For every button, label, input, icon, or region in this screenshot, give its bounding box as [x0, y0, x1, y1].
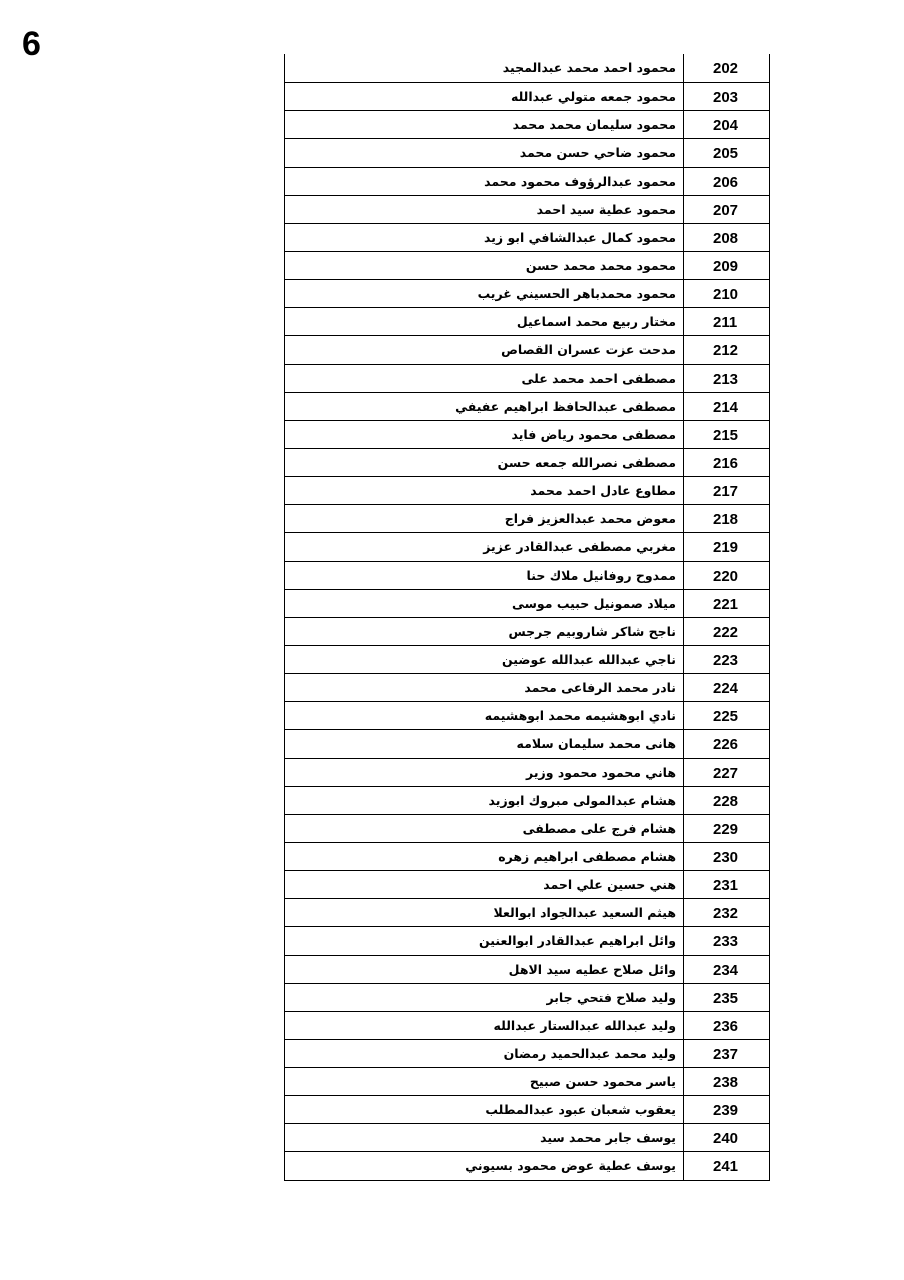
table-row	[285, 561, 769, 589]
table-row	[285, 1095, 769, 1123]
table-row	[285, 786, 769, 814]
names-table	[284, 54, 770, 1181]
number-cell: 208	[713, 229, 739, 247]
name-cell: محمود جمعه متولي عبدالله	[285, 83, 684, 110]
number-cell: 215	[713, 426, 739, 444]
name-cell: محمود سليمان محمد محمد	[285, 111, 684, 138]
number-cell: 204	[713, 117, 739, 135]
name-cell: محمود كمال عبدالشافي ابو زيد	[285, 224, 684, 251]
number-cell: 227	[713, 764, 739, 782]
number-cell: 211	[713, 314, 738, 332]
table-row	[285, 532, 769, 560]
name-cell: مصطفى احمد محمد على	[285, 365, 684, 392]
number-cell: 241	[713, 1158, 739, 1176]
name-cell: هشام فرج على مصطفى	[285, 815, 684, 842]
number-cell: 223	[713, 651, 739, 669]
number-cell: 232	[713, 905, 739, 923]
table-row	[285, 645, 769, 673]
number-cell: 216	[713, 454, 739, 472]
number-cell: 234	[713, 961, 739, 979]
table-row	[285, 307, 769, 335]
name-cell: هشام عبدالمولى مبروك ابوزيد	[285, 787, 684, 814]
name-cell: وائل صلاح عطيه سيد الاهل	[285, 956, 684, 983]
table-row	[285, 335, 769, 363]
name-cell: هاني محمود محمود وزير	[285, 759, 684, 786]
table-row	[285, 138, 769, 166]
number-cell: 229	[713, 820, 739, 838]
name-cell: هيثم السعيد عبدالجواد ابوالعلا	[285, 899, 684, 926]
number-cell: 230	[713, 848, 739, 866]
table-row	[285, 814, 769, 842]
table-row	[285, 729, 769, 757]
table-row	[285, 448, 769, 476]
name-cell: يوسف جابر محمد سيد	[285, 1124, 684, 1151]
number-cell: 212	[713, 342, 739, 360]
name-cell: مختار ربيع محمد اسماعيل	[285, 308, 684, 335]
number-cell: 209	[713, 257, 739, 275]
number-cell: 218	[713, 511, 739, 529]
table-row	[285, 673, 769, 701]
number-cell: 214	[713, 398, 739, 416]
name-cell: هشام مصطفى ابراهيم زهره	[285, 843, 684, 870]
number-cell: 205	[713, 145, 739, 163]
table-row	[285, 82, 769, 110]
number-cell: 217	[713, 483, 739, 501]
name-cell: مدحت عزت عسران القصاص	[285, 336, 684, 363]
table-row	[285, 589, 769, 617]
table-row	[285, 167, 769, 195]
number-cell: 206	[713, 173, 739, 191]
number-cell: 222	[713, 623, 739, 641]
table-row	[285, 392, 769, 420]
table-row	[285, 476, 769, 504]
number-cell: 238	[713, 1074, 739, 1092]
table-row	[285, 870, 769, 898]
number-cell: 219	[713, 539, 739, 557]
table-row	[285, 279, 769, 307]
number-cell: 224	[713, 680, 739, 698]
number-cell: 239	[713, 1102, 739, 1120]
table-row	[285, 1151, 769, 1179]
name-cell: يوسف عطية عوض محمود بسيوني	[285, 1152, 684, 1179]
name-cell: محمود عطية سيد احمد	[285, 196, 684, 223]
name-cell: مطاوع عادل احمد محمد	[285, 477, 684, 504]
number-cell: 210	[713, 286, 739, 304]
name-cell: محمود عبدالرؤوف محمود محمد	[285, 168, 684, 195]
page-number: 6	[22, 25, 41, 63]
number-cell: 231	[713, 877, 739, 895]
name-cell: يعقوب شعبان عبود عبدالمطلب	[285, 1096, 684, 1123]
name-cell: وليد صلاح فتحي جابر	[285, 984, 684, 1011]
table-row	[285, 701, 769, 729]
number-cell: 203	[713, 89, 739, 107]
table-row	[285, 195, 769, 223]
table-row	[285, 842, 769, 870]
name-cell: مصطفى نصرالله جمعه حسن	[285, 449, 684, 476]
table-row	[285, 617, 769, 645]
name-cell: مصطفى محمود رياض فايد	[285, 421, 684, 448]
table-row	[285, 420, 769, 448]
name-cell: وليد محمد عبدالحميد رمضان	[285, 1040, 684, 1067]
name-cell: ناجي عبدالله عبدالله عوضين	[285, 646, 684, 673]
name-cell: هني حسين علي احمد	[285, 871, 684, 898]
name-cell: مغربي مصطفى عبدالقادر عزيز	[285, 533, 684, 560]
name-cell: هانى محمد سليمان سلامه	[285, 730, 684, 757]
name-cell: ميلاد صمونيل حبيب موسى	[285, 590, 684, 617]
number-cell: 221	[713, 595, 739, 613]
name-cell: محمود احمد محمد عبدالمجيد	[285, 54, 684, 82]
name-cell: محمود محمد محمد حسن	[285, 252, 684, 279]
name-cell: نادر محمد الرفاعى محمد	[285, 674, 684, 701]
table-row	[285, 1039, 769, 1067]
table-row	[285, 504, 769, 532]
table-row	[285, 926, 769, 954]
name-cell: وائل ابراهيم عبدالقادر ابوالعنين	[285, 927, 684, 954]
table-row	[285, 758, 769, 786]
number-cell: 236	[713, 1017, 739, 1035]
table-row	[285, 364, 769, 392]
number-cell: 228	[713, 792, 739, 810]
number-cell: 226	[713, 736, 739, 754]
table-row	[285, 54, 769, 82]
table-row	[285, 983, 769, 1011]
table-row	[285, 955, 769, 983]
table-row	[285, 1011, 769, 1039]
name-cell: ياسر محمود حسن صبيح	[285, 1068, 684, 1095]
name-cell: محمود محمدباهر الحسيني غريب	[285, 280, 684, 307]
name-cell: مصطفى عبدالحافظ ابراهيم عفيفي	[285, 393, 684, 420]
number-cell: 237	[713, 1045, 739, 1063]
number-cell: 213	[713, 370, 739, 388]
table-row	[285, 223, 769, 251]
name-cell: نادي ابوهشيمه محمد ابوهشيمه	[285, 702, 684, 729]
number-cell: 207	[713, 201, 739, 219]
number-cell: 220	[713, 567, 739, 585]
number-cell: 225	[713, 708, 739, 726]
number-cell: 233	[713, 933, 739, 951]
name-cell: محمود ضاحي حسن محمد	[285, 139, 684, 166]
table-row	[285, 110, 769, 138]
table-row	[285, 1067, 769, 1095]
number-cell: 240	[713, 1130, 739, 1148]
table-row	[285, 898, 769, 926]
name-cell: ناجح شاكر شاروبيم جرجس	[285, 618, 684, 645]
name-cell: ممدوح روفانيل ملاك حنا	[285, 562, 684, 589]
name-cell: معوض محمد عبدالعزيز فراج	[285, 505, 684, 532]
number-cell: 235	[713, 989, 739, 1007]
name-cell: وليد عبدالله عبدالستار عبدالله	[285, 1012, 684, 1039]
number-cell: 202	[713, 60, 739, 77]
table-row	[285, 1123, 769, 1151]
table-row	[285, 251, 769, 279]
